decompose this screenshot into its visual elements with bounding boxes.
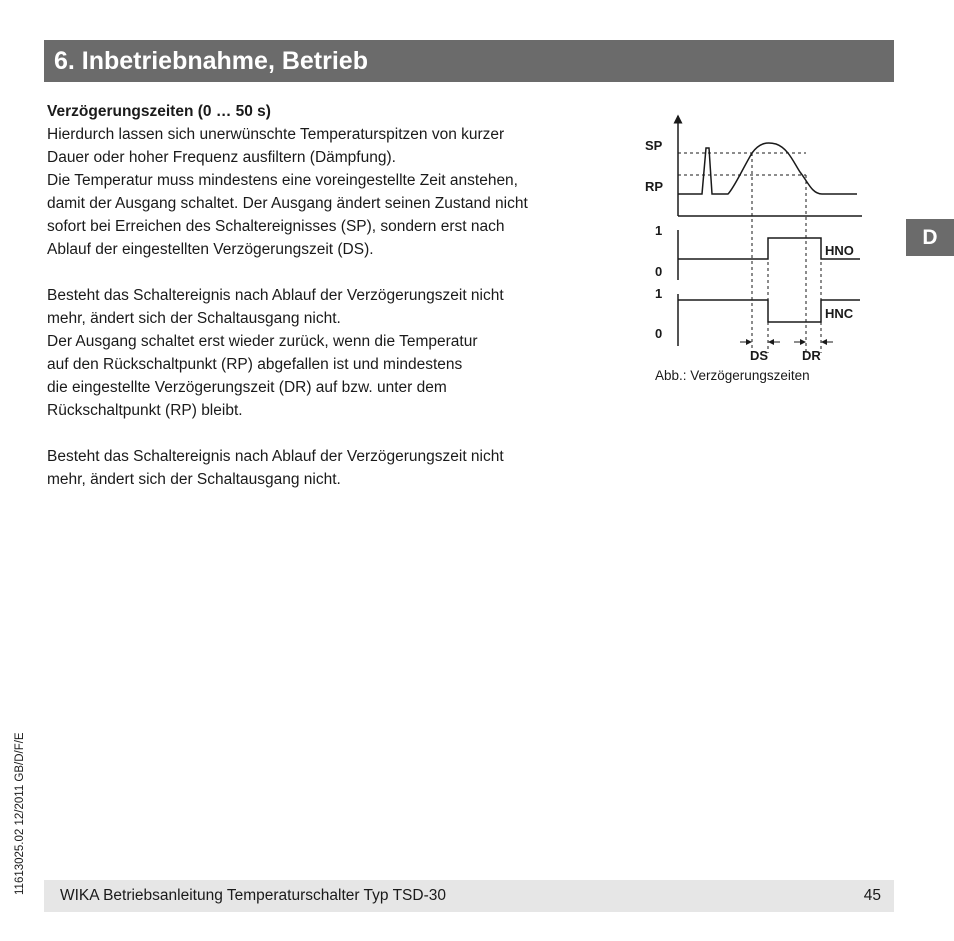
- delay-time-diagram: [642, 108, 872, 368]
- subheading: Verzögerungszeiten (0 … 50 s): [47, 103, 271, 120]
- hnc-zero-label: 0: [655, 326, 663, 341]
- paragraph-2: [47, 284, 627, 422]
- temperature-curve: [678, 143, 857, 194]
- language-tab: [906, 219, 954, 256]
- hnc-label: HNC: [825, 306, 854, 321]
- document-code: 11613025.02 12/2011 GB/D/F/E: [14, 732, 26, 895]
- hnc-one-label: 1: [655, 286, 663, 301]
- language-tab-label: D: [922, 225, 938, 249]
- paragraph-3: [47, 445, 627, 491]
- section-title: 6. Inbetriebnahme, Betrieb: [54, 47, 368, 75]
- text-line: Der Ausgang schaltet erst wieder zurück, wenn die Temperatur: [47, 333, 478, 350]
- text-line: Hierdurch lassen sich unerwünschte Temperaturspitzen von kurzer: [47, 126, 505, 143]
- text-line: Besteht das Schaltereignis nach Ablauf der Verzögerungszeit nicht: [47, 448, 504, 465]
- page-footer: [44, 880, 894, 912]
- footer-title: WIKA Betriebsanleitung Temperaturschalter Typ TSD-30: [60, 887, 446, 904]
- paragraph-gap: [47, 422, 627, 445]
- section-header-bar: [44, 40, 894, 82]
- sp-label: SP: [645, 138, 663, 153]
- hno-label: HNO: [825, 243, 854, 258]
- text-line: die eingestellte Verzögerungszeit (DR) auf bzw. unter dem: [47, 379, 447, 396]
- paragraph-gap: [47, 261, 627, 284]
- rp-label: RP: [645, 179, 664, 194]
- figure-caption: Abb.: Verzögerungszeiten: [655, 368, 810, 383]
- text-line: damit der Ausgang schaltet. Der Ausgang ändert seinen Zustand nicht: [47, 195, 528, 212]
- hno-zero-label: 0: [655, 264, 663, 279]
- ds-label: DS: [750, 348, 769, 363]
- page-number: 45: [863, 887, 881, 904]
- text-line: Ablauf der eingestellten Verzögerungszeit (DS).: [47, 241, 374, 258]
- text-line: Besteht das Schaltereignis nach Ablauf der Verzögerungszeit nicht: [47, 287, 504, 304]
- dr-label: DR: [802, 348, 821, 363]
- text-line: Die Temperatur muss mindestens eine voreingestellte Zeit anstehen,: [47, 172, 518, 189]
- text-line: auf den Rückschaltpunkt (RP) abgefallen ist und mindestens: [47, 356, 463, 373]
- paragraph-1: [47, 123, 627, 261]
- text-line: Rückschaltpunkt (RP) bleibt.: [47, 402, 243, 419]
- text-line: mehr, ändert sich der Schaltausgang nicht.: [47, 471, 341, 488]
- body-text: [47, 100, 627, 491]
- text-line: mehr, ändert sich der Schaltausgang nicht.: [47, 310, 341, 327]
- hno-one-label: 1: [655, 223, 663, 238]
- text-line: Dauer oder hoher Frequenz ausfiltern (Dämpfung).: [47, 149, 396, 166]
- text-line: sofort bei Erreichen des Schaltereignisses (SP), sondern erst nach: [47, 218, 505, 235]
